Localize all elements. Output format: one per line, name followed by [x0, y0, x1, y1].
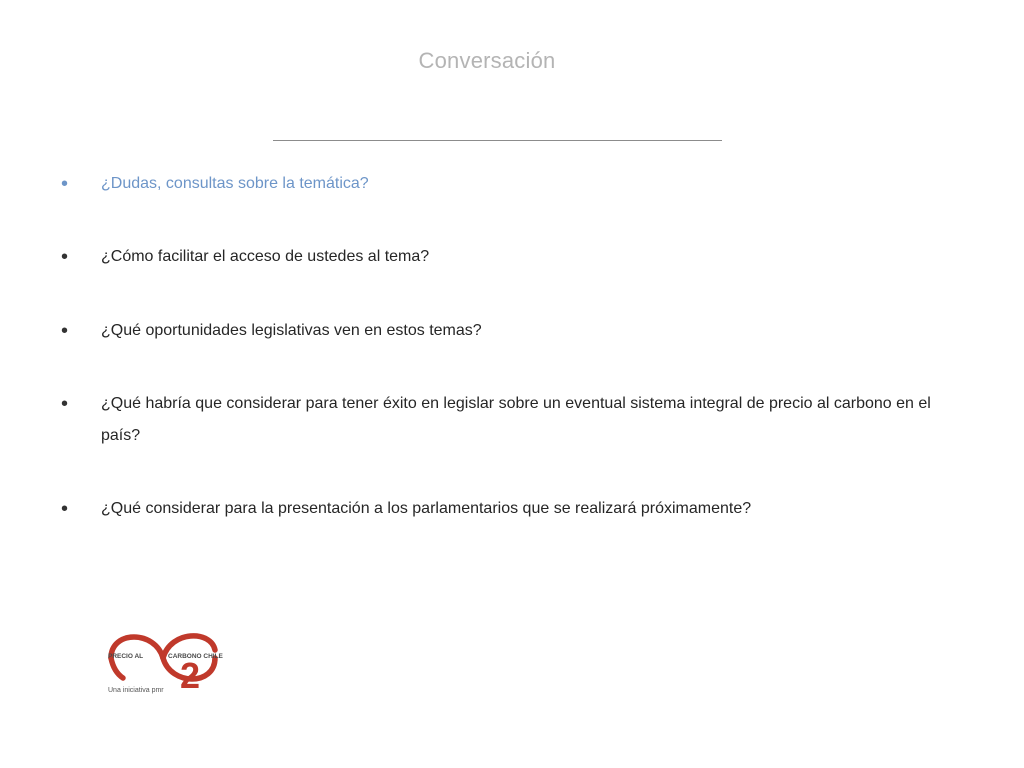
bullet-dot: • — [61, 320, 69, 342]
bullet-dot: • — [61, 246, 69, 268]
bullet-text-2: ¿Cómo facilitar el acceso de ustedes al tema? — [101, 248, 430, 265]
bullet-text-3: ¿Qué oportunidades legislativas ven en estos temas? — [101, 322, 482, 339]
bullet-dot: • — [61, 173, 69, 195]
logo-subscript: 2 — [180, 655, 201, 696]
bullet-text-5: ¿Qué considerar para la presentación a los parlamentarios que se realizará próximamente? — [101, 500, 752, 517]
logo-label-left: PRECIO AL — [108, 653, 144, 660]
co2-infinity-logo — [103, 628, 223, 700]
bullet-text-4: ¿Qué habría que considerar para tener éxito en legislar sobre un eventual sistema integral de precio al carbono en el país? — [101, 395, 931, 444]
bullet-text-1: ¿Dudas, consultas sobre la temática? — [101, 175, 369, 192]
logo-label-right: CARBONO CHILE — [168, 653, 223, 660]
slide-title: Conversación — [418, 48, 556, 73]
title-underline — [273, 140, 722, 141]
logo-tagline: Una iniciativa pmr — [108, 687, 164, 694]
bullet-dot: • — [61, 393, 69, 415]
bullet-dot: • — [61, 498, 69, 520]
